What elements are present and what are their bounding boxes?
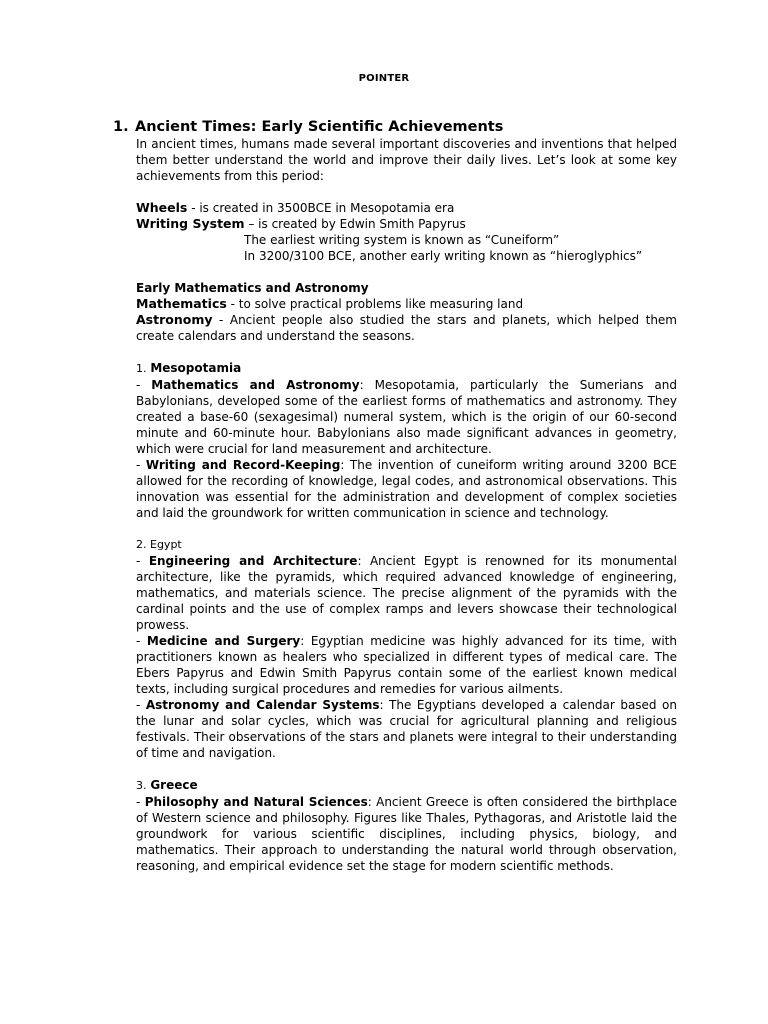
mesopotamia-item bbox=[136, 377, 677, 457]
section-heading bbox=[113, 118, 503, 136]
egypt-number: 2. bbox=[136, 538, 147, 551]
item-text: : Ancient Greece is often considered the birthplace of Western science and philosophy. Figures like Thales, Pythagoras, and Aristotle laid the groundwork for various scientific disciplines, including physics, biology, and mathematics. Their approach to understanding the natural world through observation, reasoning, and empirical evidence set the stage for modern scientific methods. bbox=[136, 795, 677, 873]
item-text: : Egyptian medicine was highly advanced for its time, with practitioners known as healers who specialized in different types of medical care. The Ebers Papyrus and Edwin Smith Papyrus contain some of the earliest known medical texts, including surgical procedures and remedies for various ailments. bbox=[136, 634, 677, 696]
item-text: : The invention of cuneiform writing around 3200 BCE allowed for the recording of knowledge, legal codes, and astronomical observations. This innovation was essential for the administration and development of complex societies and laid the groundwork for written communication in science and technology. bbox=[136, 458, 677, 520]
writing-system-term: Writing System bbox=[136, 216, 245, 231]
greece-heading bbox=[136, 777, 677, 794]
early-math-heading: Early Mathematics and Astronomy bbox=[136, 281, 369, 295]
greece-number: 3. bbox=[136, 779, 147, 792]
writing-note: The earliest writing system is known as “Cuneiform” bbox=[244, 233, 560, 247]
document-body bbox=[136, 136, 677, 874]
wheels-line bbox=[136, 200, 677, 216]
item-dash: - bbox=[136, 458, 146, 472]
intro-paragraph: In ancient times, humans made several important discoveries and inventions that helped them better understand the world and improve their daily lives. Let’s look at some key achievements from this period: bbox=[136, 137, 677, 183]
item-term: Writing and Record-Keeping bbox=[145, 458, 341, 472]
item-term: Mathematics and Astronomy bbox=[151, 378, 360, 392]
mesopotamia-name: Mesopotamia bbox=[150, 361, 242, 375]
item-dash: - bbox=[136, 795, 145, 809]
greece-item bbox=[136, 794, 677, 874]
mesopotamia-number: 1. bbox=[136, 362, 147, 375]
document-title: POINTER bbox=[358, 73, 410, 84]
item-text: : Mesopotamia, particularly the Sumerians and Babylonians, developed some of the earliest forms of mathematics and astronomy. They created a base-60 (sexagesimal) numeral system, which is the origin of our 60-second minute and 60-minute hour. Babylonians also made significant advances in geometry, which were crucial for land measurement and architecture. bbox=[136, 378, 677, 456]
writing-system-text: – is created by Edwin Smith Papyrus bbox=[244, 217, 466, 231]
item-text: : Ancient Egypt is renowned for its monumental architecture, like the pyramids, which required advanced knowledge of engineering, mathematics, and materials science. The precise alignment of the pyramids with the cardinal points and the use of complex ramps and levers showcase their technological prowess. bbox=[136, 554, 677, 632]
wheels-term: Wheels bbox=[136, 200, 188, 215]
item-dash: - bbox=[136, 698, 146, 712]
astronomy-term: Astronomy bbox=[136, 312, 213, 327]
writing-system-line bbox=[136, 216, 677, 232]
egypt-heading bbox=[136, 537, 677, 553]
mathematics-term: Mathematics bbox=[136, 296, 227, 311]
writing-note: In 3200/3100 BCE, another early writing known as “hieroglyphics” bbox=[244, 249, 643, 263]
section-title: Ancient Times: Early Scientific Achievements bbox=[135, 119, 504, 135]
mathematics-line bbox=[136, 296, 677, 312]
item-dash: - bbox=[136, 554, 149, 568]
section-number: 1. bbox=[113, 119, 129, 135]
wheels-text: - is created in 3500BCE in Mesopotamia era bbox=[187, 201, 455, 215]
egypt-item bbox=[136, 697, 677, 761]
mesopotamia-item bbox=[136, 457, 677, 521]
egypt-item bbox=[136, 633, 677, 697]
astronomy-line bbox=[136, 312, 677, 344]
egypt-name: Egypt bbox=[150, 538, 182, 551]
item-term: Philosophy and Natural Sciences bbox=[144, 795, 368, 809]
mesopotamia-heading bbox=[136, 360, 677, 377]
item-term: Engineering and Architecture bbox=[148, 554, 358, 568]
astronomy-text: - Ancient people also studied the stars and planets, which helped them create calendars and understand the seasons. bbox=[136, 313, 677, 343]
item-term: Astronomy and Calendar Systems bbox=[145, 698, 380, 712]
item-dash: - bbox=[136, 634, 147, 648]
item-dash: - bbox=[136, 378, 152, 392]
mathematics-text: - to solve practical problems like measuring land bbox=[226, 297, 524, 311]
greece-name: Greece bbox=[150, 778, 198, 792]
item-text: : The Egyptians developed a calendar based on the lunar and solar cycles, which was crucial for agricultural planning and religious festivals. Their observations of the stars and planets were integral to their understanding of time and navigation. bbox=[136, 698, 677, 760]
item-term: Medicine and Surgery bbox=[146, 634, 301, 648]
egypt-item bbox=[136, 553, 677, 633]
